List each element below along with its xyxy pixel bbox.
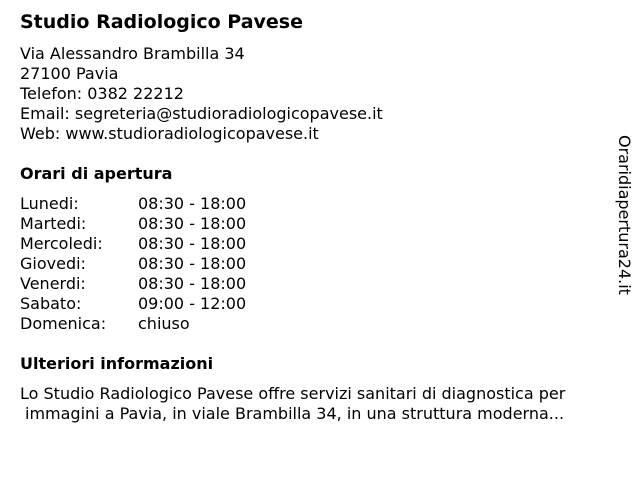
hours-time: 08:30 - 18:00 (138, 274, 247, 293)
hours-day: Domenica: (20, 314, 107, 333)
site-watermark-text: Oraridiapertura24.it (615, 135, 634, 295)
hours-time: 08:30 - 18:00 (138, 254, 247, 273)
address-city: 27100 Pavia (20, 64, 119, 83)
hours-day: Venerdi: (20, 274, 86, 293)
contact-details (20, 44, 383, 144)
website: Web: www.studioradiologicopavese.it (20, 124, 319, 143)
business-name: Studio Radiologico Pavese (20, 11, 304, 33)
hours-time: 08:30 - 18:00 (138, 214, 247, 233)
more-info-line: immagini a Pavia, in viale Brambilla 34, in una struttura moderna... (25, 404, 565, 423)
hours-day: Martedi: (20, 214, 87, 233)
more-info-text (20, 384, 620, 424)
hours-day: Lunedi: (20, 194, 79, 213)
email-address: Email: segreteria@studioradiologicopavese.it (20, 104, 383, 123)
hours-time: 09:00 - 12:00 (138, 294, 247, 313)
hours-time: 08:30 - 18:00 (138, 194, 247, 213)
hours-day: Sabato: (20, 294, 82, 313)
opening-hours-heading: Orari di apertura (20, 164, 173, 183)
hours-time: chiuso (138, 314, 190, 333)
hours-time: 08:30 - 18:00 (138, 234, 247, 253)
hours-day: Mercoledi: (20, 234, 103, 253)
phone-number: Telefon: 0382 22212 (20, 84, 184, 103)
more-info-line: Lo Studio Radiologico Pavese offre servizi sanitari di diagnostica per (20, 384, 566, 403)
hours-day: Giovedi: (20, 254, 86, 273)
address-street: Via Alessandro Brambilla 34 (20, 44, 245, 63)
site-watermark (614, 135, 634, 310)
more-info-heading: Ulteriori informazioni (20, 354, 214, 373)
